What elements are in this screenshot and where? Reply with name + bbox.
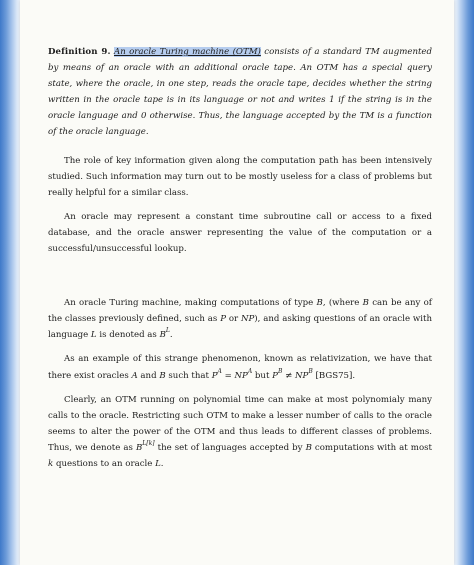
paragraph-oracle-notation xyxy=(48,295,432,343)
math-var: B xyxy=(305,442,312,453)
math-var: NP xyxy=(295,370,309,381)
text-run: or xyxy=(225,314,241,325)
definition-body: consists of a standard TM augmented by means of an oracle with an additional oracle tape. An OTM has a special query state, where the oracle, in one step, reads the oracle tape, decides whether the string written in the oracle tape is in its language or not and writes 1 if the string is in the oracle language and 0 otherwise. Thus, the language accepted by the TM is a function of the oracle language. xyxy=(48,47,433,138)
math-var: L xyxy=(155,458,161,469)
math-var: L xyxy=(90,330,97,341)
math-var: B xyxy=(362,298,369,309)
text-run: computations with at most xyxy=(311,442,432,453)
text-run: = xyxy=(221,370,235,381)
math-superscript: B xyxy=(277,367,283,375)
math-var: A xyxy=(131,370,138,381)
paragraph-bounded-queries xyxy=(48,392,432,472)
definition-paragraph xyxy=(48,44,432,141)
document-page xyxy=(20,0,454,565)
text-run: . xyxy=(160,458,164,469)
math-var: P xyxy=(211,370,218,381)
text-run: can be any of the classes previously defined, such as xyxy=(48,298,432,325)
math-var: B xyxy=(316,298,323,309)
math-var: B xyxy=(135,442,143,453)
math-superscript: B xyxy=(308,367,313,375)
text-run: , (where xyxy=(322,298,363,309)
text-run: but xyxy=(252,370,273,381)
math-var: B xyxy=(159,330,166,341)
math-var: NP xyxy=(240,314,255,325)
math-var: P xyxy=(272,370,278,381)
paragraph-oracle-subroutine: An oracle may represent a constant time subroutine call or access to a fixed database, and the oracle answer representing the value of the computation or a successful/unsuccessful lookup. xyxy=(48,211,432,255)
text-run: An oracle Turing machine, making computations of type xyxy=(64,298,317,309)
page-content xyxy=(48,44,432,472)
text-run: is denoted as xyxy=(96,330,160,341)
text-run: questions to an oracle xyxy=(53,458,156,469)
paragraph-key-information: The role of key information given along the computation path has been intensively studied. Such information may turn out to be mostly useless for a class of problems but really helpful for a similar class. xyxy=(48,155,432,198)
text-run: such that xyxy=(165,370,212,381)
citation: [BGS75]. xyxy=(312,370,356,381)
text-run: ≠ xyxy=(282,370,296,381)
text-run: and xyxy=(137,370,160,381)
definition-label: Definition 9. xyxy=(48,47,111,57)
math-superscript: L[k] xyxy=(142,439,155,447)
math-var: B xyxy=(159,370,166,381)
text-run: . xyxy=(169,330,173,341)
math-superscript: A xyxy=(217,367,222,375)
highlighted-term[interactable]: An oracle Turing machine (OTM) xyxy=(113,47,261,57)
text-run: As an example of this strange phenomenon, known as relativization, we have that there exist oracles xyxy=(48,354,432,381)
math-var: k xyxy=(48,458,54,469)
math-superscript: L xyxy=(165,327,170,335)
text-run: ), and asking questions of an oracle with language xyxy=(48,314,432,341)
math-var: NP xyxy=(234,370,248,381)
math-superscript: A xyxy=(247,367,253,375)
text-run: the set of languages accepted by xyxy=(154,442,306,453)
math-var: P xyxy=(220,314,226,325)
text-run: Clearly, an OTM running on polynomial time can make at most polynomialy many calls to the oracle. Restricting such OTM to make a lesser number of calls to the oracle seems to alter the power of the OTM and thus leads to different classes of problems. Thus, we denote as xyxy=(48,394,432,453)
paragraph-relativization xyxy=(48,351,432,383)
